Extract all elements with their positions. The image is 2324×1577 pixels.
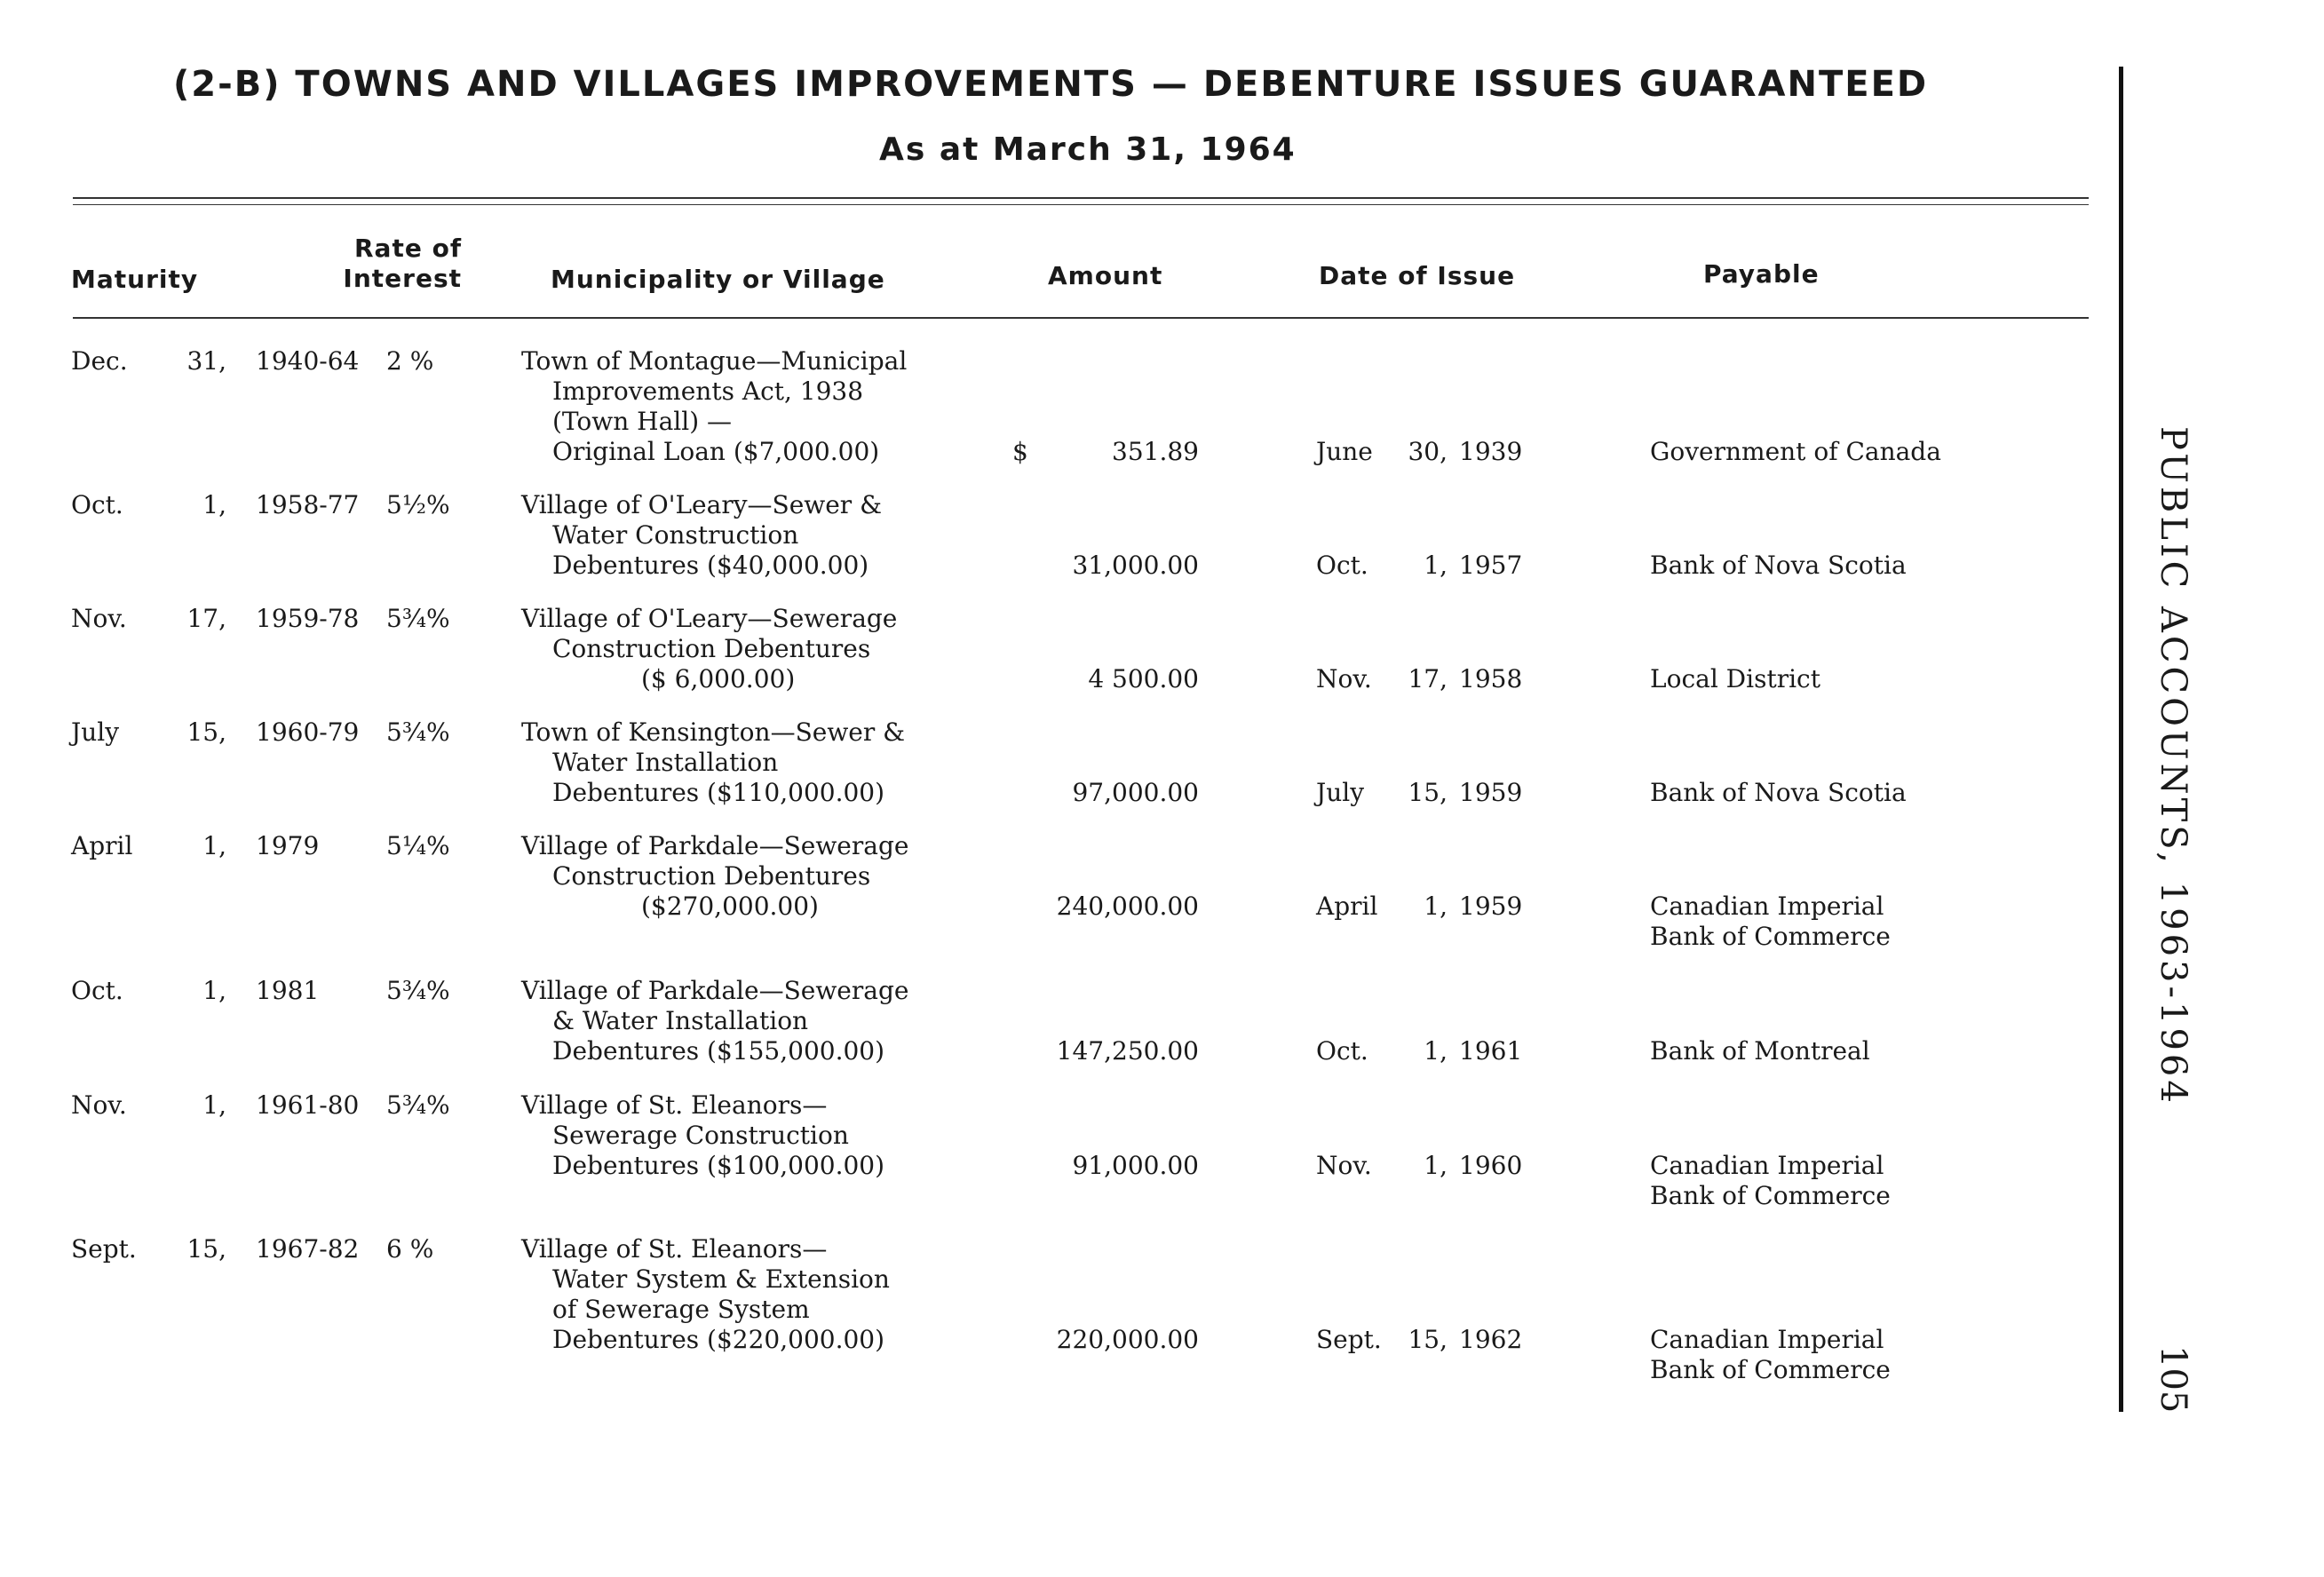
maturity-month: Dec. [71, 346, 128, 376]
municipality-line: (Town Hall) — [552, 407, 733, 436]
maturity-years: 1967-82 [256, 1234, 360, 1264]
maturity-day: 15, [186, 1234, 226, 1264]
maturity-years: 1959-78 [256, 604, 360, 633]
payable-line: Canadian Imperial [1650, 1325, 1884, 1354]
municipality-description [521, 346, 907, 467]
header-bottom-rule [73, 317, 2089, 319]
maturity-month: Nov. [71, 604, 127, 633]
municipality-line: of Sewerage System [552, 1295, 810, 1324]
payable-line: Bank of Montreal [1650, 1036, 1870, 1066]
issue-month: April [1316, 892, 1378, 921]
maturity-years: 1961-80 [256, 1090, 360, 1120]
issue-year: 1939 [1459, 437, 1523, 466]
payable-line: Government of Canada [1650, 437, 1941, 466]
maturity-years: 1958-77 [256, 490, 360, 519]
maturity-day: 17, [186, 604, 226, 633]
municipality-line: Village of O'Leary—Sewerage [521, 604, 898, 633]
col-header-municipality: Municipality or Village [551, 265, 885, 294]
issue-year: 1959 [1459, 778, 1523, 807]
maturity-month: Oct. [71, 490, 123, 519]
maturity-day: 1, [202, 1090, 226, 1120]
interest-rate: 5¾% [386, 604, 450, 633]
issue-day: 15, [1408, 1325, 1448, 1354]
issue-day: 30, [1408, 437, 1448, 466]
payable-line: Local District [1650, 664, 1820, 693]
municipality-line: Debentures ($155,000.00) [552, 1036, 885, 1066]
payable-line: Canadian Imperial [1650, 1151, 1884, 1180]
issue-year: 1959 [1459, 892, 1523, 921]
issue-day: 1, [1424, 1036, 1448, 1066]
amount-value: 220,000.00 [1056, 1325, 1199, 1354]
issue-month: Nov. [1316, 664, 1372, 693]
issue-month: July [1316, 778, 1365, 807]
municipality-line: Debentures ($40,000.00) [552, 551, 869, 580]
municipality-line: Sewerage Construction [552, 1121, 849, 1150]
municipality-line: ($ 6,000.00) [641, 664, 796, 693]
interest-rate: 5¼% [386, 831, 450, 860]
amount-value: 91,000.00 [1072, 1151, 1199, 1180]
payable-line: Bank of Commerce [1650, 922, 1891, 951]
municipality-line: Town of Montague—Municipal [521, 346, 908, 376]
municipality-line: Debentures ($110,000.00) [552, 778, 885, 807]
issue-day: 1, [1424, 892, 1448, 921]
municipality-line: Construction Debentures [552, 634, 871, 663]
municipality-line: Village of Parkdale—Sewerage [521, 831, 909, 860]
payable-to [1650, 892, 1891, 952]
interest-rate: 2 % [386, 346, 434, 376]
maturity-years: 1979 [256, 831, 320, 860]
municipality-line: Water Construction [552, 520, 799, 550]
payable-to [1650, 1151, 1891, 1211]
municipality-line: Village of O'Leary—Sewer & [521, 490, 883, 519]
col-header-amount: Amount [1048, 261, 1163, 290]
municipality-line: Town of Kensington—Sewer & [521, 717, 906, 747]
municipality-line: Construction Debentures [552, 861, 871, 891]
col-header-rate-line2: Interest [343, 264, 462, 293]
municipality-line: Water Installation [552, 748, 779, 777]
interest-rate: 5¾% [386, 717, 450, 747]
maturity-years: 1940-64 [256, 346, 360, 376]
payable-line: Canadian Imperial [1650, 892, 1884, 921]
municipality-line: Village of Parkdale—Sewerage [521, 976, 909, 1005]
municipality-line: Water System & Extension [552, 1264, 890, 1294]
col-header-maturity: Maturity [71, 265, 199, 294]
issue-year: 1960 [1459, 1151, 1523, 1180]
issue-day: 1, [1424, 551, 1448, 580]
issue-month: June [1316, 437, 1373, 466]
amount-value: 4 500.00 [1088, 664, 1199, 693]
issue-day: 17, [1408, 664, 1448, 693]
running-head: PUBLIC ACCOUNTS, 1963-1964 [2153, 426, 2193, 1106]
amount-value: 147,250.00 [1056, 1036, 1199, 1066]
municipality-line: Village of St. Eleanors— [521, 1234, 828, 1264]
municipality-line: & Water Installation [552, 1006, 809, 1035]
municipality-line: Improvements Act, 1938 [552, 376, 864, 406]
maturity-day: 1, [202, 976, 226, 1005]
maturity-day: 1, [202, 831, 226, 860]
payable-line: Bank of Commerce [1650, 1355, 1891, 1384]
municipality-line: Debentures ($100,000.00) [552, 1151, 885, 1180]
dollar-sign: $ [1012, 437, 1028, 466]
issue-month: Nov. [1316, 1151, 1372, 1180]
top-rule [73, 197, 2089, 199]
issue-day: 15, [1408, 778, 1448, 807]
maturity-day: 1, [202, 490, 226, 519]
top-rule-thin [73, 204, 2089, 205]
page-number: 105 [2153, 1345, 2193, 1414]
payable-to [1650, 551, 1907, 581]
municipality-line: Original Loan ($7,000.00) [552, 437, 880, 466]
payable-to [1650, 1036, 1870, 1066]
payable-to [1650, 437, 1941, 467]
payable-line: Bank of Commerce [1650, 1181, 1891, 1210]
interest-rate: 5¾% [386, 1090, 450, 1120]
payable-to [1650, 778, 1907, 808]
maturity-day: 15, [186, 717, 226, 747]
maturity-month: Nov. [71, 1090, 127, 1120]
issue-year: 1957 [1459, 551, 1523, 580]
municipality-description [521, 976, 908, 1066]
col-header-rate [284, 234, 462, 294]
payable-line: Bank of Nova Scotia [1650, 778, 1907, 807]
municipality-line: ($270,000.00) [641, 892, 819, 921]
interest-rate: 6 % [386, 1234, 434, 1264]
issue-month: Sept. [1316, 1325, 1382, 1354]
municipality-line: Debentures ($220,000.00) [552, 1325, 885, 1354]
municipality-line: Village of St. Eleanors— [521, 1090, 828, 1120]
issue-month: Oct. [1316, 551, 1368, 580]
margin-bar [2119, 67, 2123, 1412]
amount-value: 351.89 [1112, 437, 1199, 466]
interest-rate: 5½% [386, 490, 450, 519]
payable-line: Bank of Nova Scotia [1650, 551, 1907, 580]
issue-day: 1, [1424, 1151, 1448, 1180]
payable-to [1650, 1325, 1891, 1385]
amount-value: 240,000.00 [1056, 892, 1199, 921]
municipality-description [521, 604, 897, 694]
maturity-day: 31, [186, 346, 226, 376]
maturity-month: July [71, 717, 120, 747]
page-subtitle: As at March 31, 1964 [879, 131, 1297, 168]
issue-year: 1962 [1459, 1325, 1523, 1354]
payable-to [1650, 664, 1820, 694]
page-title: (2-B) TOWNS AND VILLAGES IMPROVEMENTS — DEBENTURE ISSUES GUARANTEED [173, 64, 1929, 105]
municipality-description [521, 490, 882, 581]
maturity-years: 1981 [256, 976, 320, 1005]
issue-year: 1961 [1459, 1036, 1523, 1066]
col-header-rate-line1: Rate of [354, 234, 462, 263]
maturity-years: 1960-79 [256, 717, 360, 747]
maturity-month: Oct. [71, 976, 123, 1005]
issue-month: Oct. [1316, 1036, 1368, 1066]
municipality-description [521, 1090, 884, 1181]
col-header-date-of-issue: Date of Issue [1319, 261, 1516, 290]
col-header-payable: Payable [1703, 259, 1820, 289]
amount-value: 31,000.00 [1072, 551, 1199, 580]
interest-rate: 5¾% [386, 976, 450, 1005]
issue-year: 1958 [1459, 664, 1523, 693]
municipality-description [521, 717, 905, 808]
amount-value: 97,000.00 [1072, 778, 1199, 807]
maturity-month: Sept. [71, 1234, 137, 1264]
municipality-description [521, 1234, 890, 1355]
municipality-description [521, 831, 908, 922]
maturity-month: April [71, 831, 133, 860]
